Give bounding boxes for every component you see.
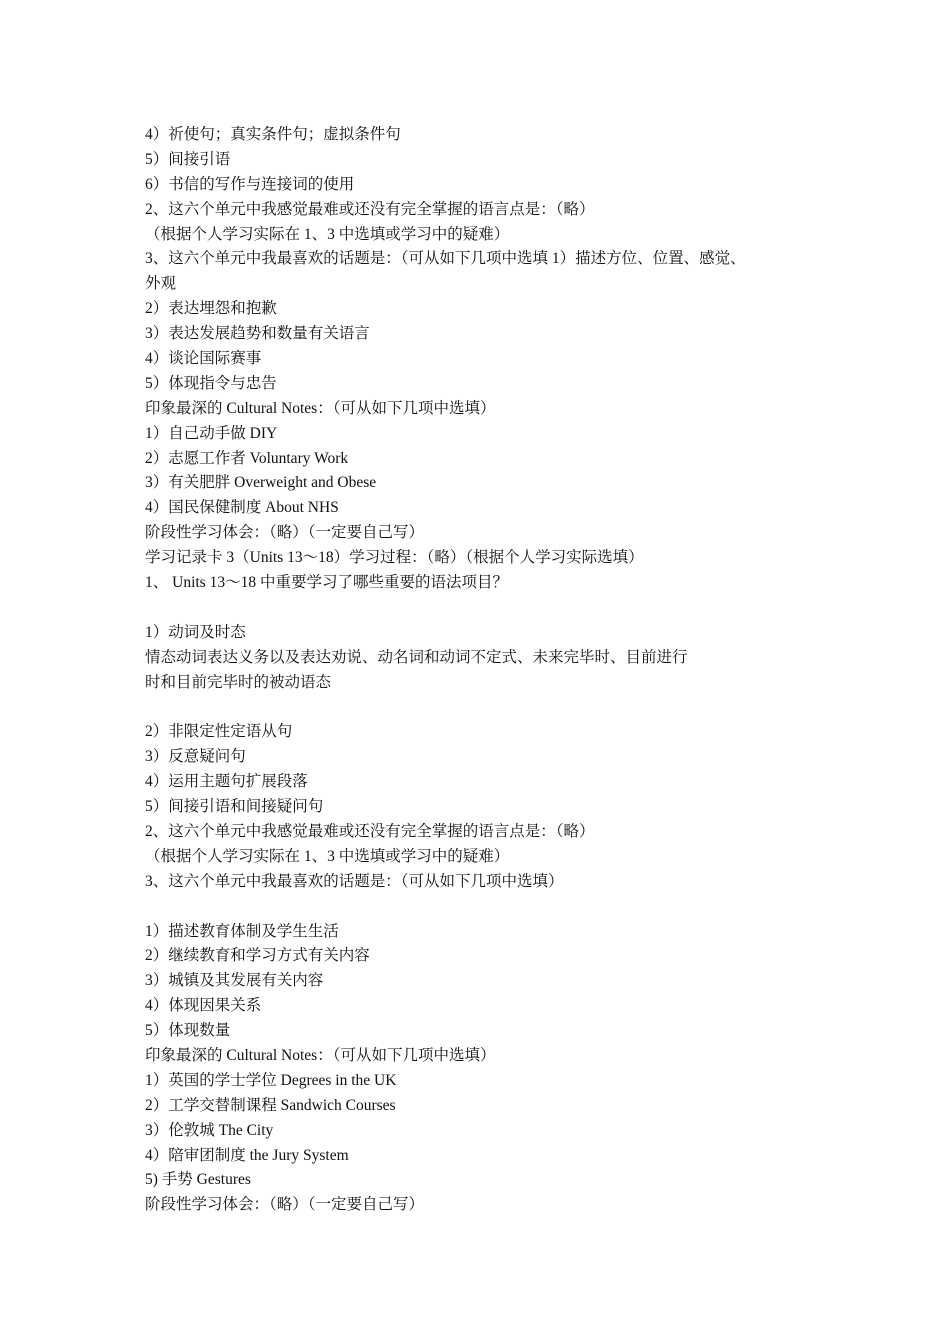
text-line: 外观: [145, 275, 177, 293]
text-line: 3）有关肥胖 Overweight and Obese: [145, 474, 377, 492]
text-line: 4）运用主题句扩展段落: [145, 773, 308, 791]
text-line: 4）国民保健制度 About NHS: [145, 499, 339, 517]
text-line: 3）伦敦城 The City: [145, 1121, 274, 1139]
text-line: 2）志愿工作者 Voluntary Work: [145, 449, 349, 467]
text-line: 时和目前完毕时的被动语态: [145, 673, 332, 691]
text-line: 2）非限定性定语从句: [145, 723, 293, 741]
text-line: 2）表达埋怨和抱歉: [145, 300, 277, 318]
blank-line: [145, 596, 825, 621]
text-line: （根据个人学习实际在 1、3 中选填或学习中的疑难）: [145, 847, 510, 865]
text-line: 情态动词表达义务以及表达劝说、动名词和动词不定式、未来完毕时、目前进行: [145, 648, 688, 666]
text-line: 1、 Units 13～18 中重要学习了哪些重要的语法项目？: [145, 574, 508, 592]
blank-line: [145, 895, 825, 920]
text-line: 印象最深的 Cultural Notes：（可从如下几项中选填）: [145, 399, 496, 417]
text-line: 5）间接引语和间接疑问句: [145, 798, 324, 816]
text-line: 1）自己动手做 DIY: [145, 424, 278, 442]
text-line: 1）描述教育体制及学生生活: [145, 922, 339, 940]
text-line: 阶段性学习体会：（略）（一定要自己写）: [145, 524, 425, 542]
text-line: 5) 手势 Gestures: [145, 1171, 251, 1189]
text-line: 5）体现数量: [145, 1022, 231, 1040]
text-line: 4）陪审团制度 the Jury System: [145, 1146, 349, 1164]
text-line: 阶段性学习体会：（略）（一定要自己写）: [145, 1196, 425, 1214]
text-line: 1）动词及时态: [145, 623, 246, 641]
text-line: 印象最深的 Cultural Notes：（可从如下几项中选填）: [145, 1046, 496, 1064]
text-line: 2、这六个单元中我感觉最难或还没有完全掌握的语言点是：（略）: [145, 822, 595, 840]
text-line: 4）谈论国际赛事: [145, 350, 262, 368]
text-line: 3）城镇及其发展有关内容: [145, 972, 324, 990]
text-line: 4）祈使句；真实条件句；虚拟条件句: [145, 126, 401, 143]
text-line: 5）体现指令与忠告: [145, 374, 277, 392]
text-line: 1）英国的学士学位 Degrees in the UK: [145, 1071, 397, 1089]
text-line: 4）体现因果关系: [145, 997, 262, 1015]
text-line: 3、这六个单元中我最喜欢的话题是：（可从如下几项中选填 1）描述方位、位置、感觉、: [145, 250, 746, 268]
text-line: 2）工学交替制课程 Sandwich Courses: [145, 1096, 396, 1114]
text-line: 3）反意疑问句: [145, 748, 246, 766]
text-line: 3）表达发展趋势和数量有关语言: [145, 325, 370, 343]
text-line: 6）书信的写作与连接词的使用: [145, 175, 355, 193]
text-line: 学习记录卡 3（Units 13～18）学习过程：（略）（根据个人学习实际选填）: [145, 549, 644, 567]
text-line: 2、这六个单元中我感觉最难或还没有完全掌握的语言点是：（略）: [145, 200, 595, 218]
document-body: [145, 123, 825, 1218]
text-line: 5）间接引语: [145, 150, 231, 168]
text-line: 3、这六个单元中我最喜欢的话题是：（可从如下几项中选填）: [145, 872, 564, 890]
text-line: 2）继续教育和学习方式有关内容: [145, 947, 370, 965]
blank-line: [145, 695, 825, 720]
text-line: （根据个人学习实际在 1、3 中选填或学习中的疑难）: [145, 225, 510, 243]
